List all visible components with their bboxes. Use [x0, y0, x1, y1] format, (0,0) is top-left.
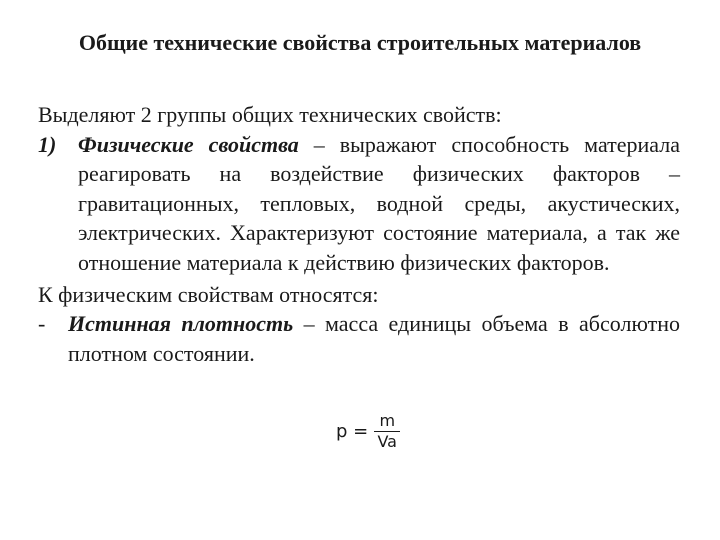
- list-marker: 1): [38, 131, 57, 157]
- definition-physical-properties: – выражают способность материала реагировать на воздействие физических факторов – гравитационных, тепловых, водной среды, акустических, электрических. Характеризуют состояние материала, а так же отношение материала к действию физических факторов.: [78, 131, 680, 275]
- slide-title: Общие технические свойства строительных материалов: [78, 30, 642, 55]
- term-true-density: Истинная плотность: [68, 311, 294, 337]
- definition-true-density: – масса единицы объема в абсолютно плотном состоянии.: [68, 311, 680, 366]
- intro-text: Выделяют 2 группы общих технических свойств:: [38, 102, 502, 127]
- list-item-content: [78, 130, 680, 278]
- term-physical-properties: Физические свойства: [78, 131, 299, 157]
- formula-denominator: Va: [377, 432, 397, 451]
- slide-body: [38, 100, 680, 368]
- density-formula: [336, 412, 400, 451]
- physical-properties-heading: К физическим свойствам относятся:: [38, 281, 379, 307]
- formula-numerator: m: [379, 411, 396, 430]
- bullet-item-content: [68, 309, 680, 368]
- list-item-1: [38, 130, 680, 278]
- formula-lhs: p =: [336, 421, 369, 442]
- formula-fraction: [374, 412, 400, 451]
- bullet-item-1: [38, 309, 680, 368]
- bullet-marker: -: [38, 311, 46, 337]
